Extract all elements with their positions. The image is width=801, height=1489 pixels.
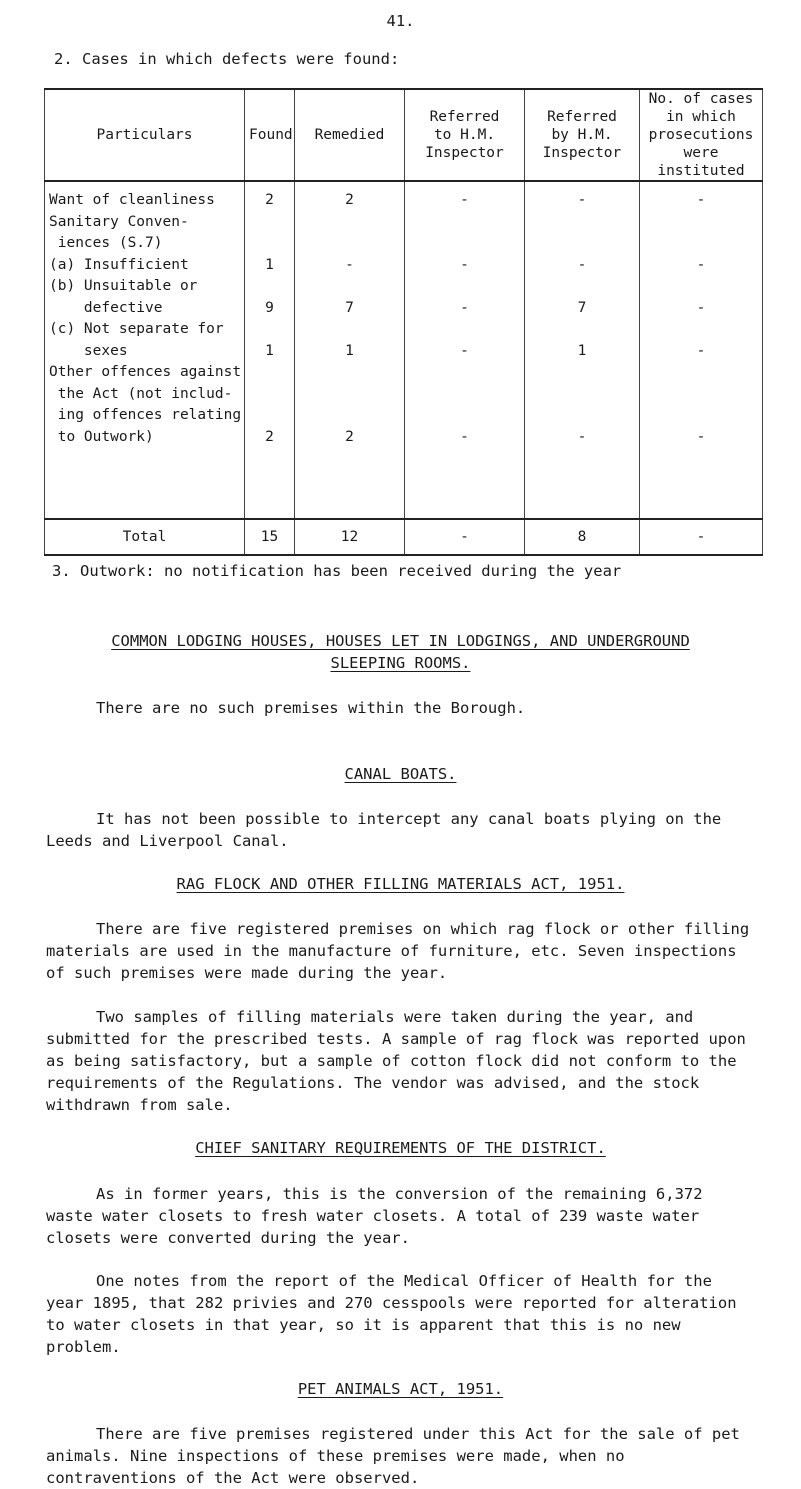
cell-line [249,384,290,406]
cell-line: Want of cleanliness [49,192,215,208]
total-found: 15 [245,519,295,555]
header-particulars [45,89,245,181]
cell-line [299,276,400,298]
cell-line [529,319,635,341]
cell-line: 2 [265,192,274,208]
cell-line: 2 [345,428,354,445]
header-line: instituted [657,163,745,179]
header-line: Particulars [96,127,193,143]
total-referred-to: - [405,519,525,555]
header-line: Found [249,127,293,143]
header-prosecutions [640,89,763,181]
cell-line: - [696,342,706,359]
header-line: prosecutions [648,127,754,143]
cell-line: 1 [345,342,354,359]
cell-line [644,384,758,406]
header-remedied [295,89,405,181]
found-cell [245,181,295,519]
chief-heading: CHIEF SANITARY REQUIREMENTS OF THE DISTRICT. [195,1139,606,1157]
cell-line: sexes [49,342,128,359]
cell-line: 9 [265,299,274,316]
canal-heading: CANAL BOATS. [344,765,457,783]
header-line: Referred [547,109,617,125]
cell-line [409,384,520,406]
rag-heading: RAG FLOCK AND OTHER FILLING MATERIALS ACT, 1951. [176,875,625,893]
cell-line: - [696,192,706,208]
cell-line [249,212,290,234]
cell-line [299,362,400,384]
section-2-title: 2. Cases in which defects were found: [54,50,400,68]
cell-line: - [460,299,469,316]
cell-line: 7 [577,299,587,316]
cell-line [644,405,758,427]
header-found [245,89,295,181]
cell-line [299,233,400,255]
cell-line: iences (S.7) [49,235,163,251]
total-remedied: 12 [295,519,405,555]
cell-line [529,212,635,234]
cell-line: 1 [265,256,274,273]
cell-line [644,276,758,298]
header-line: in which [666,109,736,125]
cell-line [249,233,290,255]
cell-line: - [345,256,354,273]
header-line: to H.M. [433,127,496,143]
cell-line: the Act (not includ- [49,385,233,402]
header-line: by H.M. [551,127,613,143]
cell-line [644,233,758,255]
lodging-heading-2: SLEEPING ROOMS. [330,654,471,672]
referred-to-cell [405,181,525,519]
canal-text: It has not been possible to intercept any canal boats plying on the Leeds and Liverpool Canal. [46,810,722,850]
cell-line [299,212,400,234]
defects-table [44,88,763,556]
cell-line [249,362,290,384]
cell-line [529,233,635,255]
cell-line: - [696,256,706,273]
cell-line: - [460,192,469,208]
cell-line [409,276,520,298]
cell-line: Sanitary Conven- [49,213,189,230]
header-line: Referred [429,109,500,125]
cell-line: - [460,342,469,359]
rag-text-1: There are five registered premises on which rag flock or other filling materials are used in the manufacture of furniture, etc. Seven inspections of such premises were made during the year. [46,920,750,982]
cell-line: - [460,256,469,273]
cell-line: defective [49,299,163,316]
chief-text-2: One notes from the report of the Medical Officer of Health for the year 1895, that 282 privies and 270 cesspools were reported for alteration to water closets in that year, so it is apparent that this is no new problem. [46,1272,737,1356]
cell-line: - [577,192,587,208]
cell-line: Other offences against [49,364,242,380]
total-prosecutions: - [640,519,763,555]
rag-text-2: Two samples of filling materials were taken during the year, and submitted for the prescribed tests. A sample of rag flock was reported upon as being satisfactory, but a sample of cotton flock did not conform to the requirements of the Regulations. The vendor was advised, and the stock withdrawn from sale. [46,1008,746,1114]
cell-line: - [696,428,706,445]
cell-line: (b) Unsuitable or [49,278,198,294]
header-referred-by [525,89,640,181]
cell-line: (c) Not separate for [49,321,224,337]
cell-line: (a) Insufficient [49,256,189,273]
header-line: No. of cases [648,91,754,107]
header-line: Inspector [542,145,622,161]
cell-line [529,384,635,406]
cell-line: 1 [577,342,587,359]
prosecutions-cell [640,181,763,519]
header-line: were [683,145,719,161]
referred-by-cell [525,181,640,519]
cell-line [644,319,758,341]
pet-heading: PET ANIMALS ACT, 1951. [297,1380,504,1398]
total-label: Total [45,519,245,555]
chief-text-1: As in former years, this is the conversion of the remaining 6,372 waste water closets to fresh water closets. A total of 239 waste water closets were converted during the year. [46,1185,703,1247]
cell-line [409,362,520,384]
header-line: Inspector [425,145,504,161]
cell-line: 1 [265,342,274,359]
cell-line: to Outwork) [49,428,154,445]
outwork-text: 3. Outwork: no notification has been received during the year [52,562,622,580]
cell-line [644,362,758,384]
total-referred-by: 8 [525,519,640,555]
pet-text: There are five premises registered under this Act for the sale of pet animals. Nine inspections of these premises were made, when no contraventions of the Act were observed. [46,1425,740,1487]
cell-line [249,405,290,427]
cell-line [299,319,400,341]
remedied-cell [295,181,405,519]
cell-line: 2 [265,428,274,445]
cell-line [299,384,400,406]
cell-line: - [460,428,469,445]
cell-line [529,276,635,298]
cell-line [529,405,635,427]
cell-line [644,212,758,234]
cell-line [529,362,635,384]
particulars-cell [45,181,245,519]
lodging-text: There are no such premises within the Borough. [96,699,526,717]
cell-line: - [577,428,587,445]
cell-line: 7 [345,299,354,316]
cell-line [249,319,290,341]
cell-line [409,233,520,255]
cell-line [409,319,520,341]
cell-line [299,405,400,427]
header-referred-to [405,89,525,181]
cell-line: - [577,256,587,273]
cell-line: ing offences relating [49,407,242,423]
page-number: 41. [386,12,415,30]
header-line: Remedied [314,127,385,143]
cell-line: 2 [345,192,354,208]
lodging-heading-1: COMMON LODGING HOUSES, HOUSES LET IN LODGINGS, AND UNDERGROUND [111,632,690,650]
cell-line [249,276,290,298]
cell-line: - [696,299,706,316]
cell-line [409,212,520,234]
cell-line [409,405,520,427]
